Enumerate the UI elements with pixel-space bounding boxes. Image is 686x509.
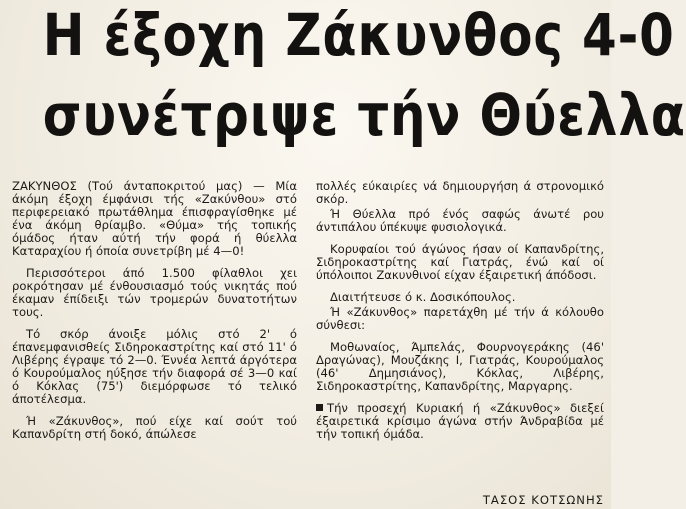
paragraph: Ή Θύελλα πρό ένός σαφώς άνωτέ ρου άντιπάλου ύπέκυψε φυσιολογικά.	[316, 207, 604, 234]
paragraph: Διαιτήτευσε ό κ. Δοσικόπουλος.	[330, 290, 516, 304]
headline-line-1: Η έξοχη Ζάκυνθος 4-0	[42, 1, 675, 69]
paragraph: ΖΑΚΥΝΘΟΣ (Τού άνταποκριτού μας) — Μία άκόμη έξοχη έμφάνισι τής «Ζακύνθου» στό περιφερειακό πρωτάθλημα έπισφραγίσθηκε μέ ένα άκόμη θρίαμβο. «Θύμα» τής τοπικής όμάδος ήταν αύτή τήν φορά ή θύελλα Καταραχίου ή όποία συνετρίβη μέ 4—0!	[12, 179, 297, 258]
lineup-paragraph: Μοθωναίος, Άμπελάς, Φουρνογεράκης (46' Δραγώνας), Μουζάκης Ι, Γιατράς, Κουρούμαλος (46' Δημησιάνος), Κόκλας, Λιβέρης, Σιδηροκαστρίτης, Καπανδρίτης, Μαργαρης.	[316, 340, 604, 393]
paragraph: Ή «Ζάκυνθος», πού είχε καί σούτ τού Καπανδρίτη στή δοκό, άπώλεσε	[12, 414, 297, 441]
next-match-paragraph	[316, 402, 604, 441]
paragraph: Τό σκόρ άνοιξε μόλις στό 2' ό έπανεμφανισθείς Σιδηροκαστρίτης καί στό 11' ό Λιβέρης έγραψε τό 2—0. Έννέα λεπτά άργότερα ό Κουρούμαλος ηύξησε τήν διαφορά σέ 3—0 καί ό Κόκλας (75') διεμόρφωσε τό τελικό άποτέλεσμα.	[12, 327, 297, 406]
article-column-right	[316, 180, 604, 450]
paragraph: Περισσότεροι άπό 1.500 φίλαθλοι χει ροκρότησαν μέ ένθουσιασμό τούς νικητάς πού έκαμαν έπίδειξι τών τρομερών δυνατοτήτων τους.	[12, 266, 297, 319]
paragraph: πολλές εύκαιρίες νά δημιουργήση ά στρονομικό σκόρ.	[316, 179, 604, 206]
next-match-text: Τήν προσεχή Κυριακή ή «Ζάκυνθος» διεξεί έξαιρετικά κρίσιμο άγώνα στήν Άνδραβίδα μέ τήν τοπική όμάδα.	[316, 401, 604, 441]
article-column-left	[12, 180, 297, 450]
headline-line-2: συνέτριψε τήν Θύελλα	[42, 81, 686, 149]
square-bullet-icon	[316, 404, 323, 411]
paragraph: Ή «Ζάκυνθος» παρετάχθη μέ τήν ά κόλουθο σύνθεσι:	[316, 305, 604, 332]
author-signature: ΤΑΣΟΣ ΚΟΤΣΩΝΗΣ	[482, 493, 604, 507]
paragraph: Κορυφαίοι τού άγώνος ήσαν οί Καπανδρίτης, Σιδηροκαστρίτης καί Γιατράς, ένώ καί οί ύπόλοιποι Ζακυνθινοί είχαν έξαιρετική άπόδοσι.	[316, 242, 604, 282]
